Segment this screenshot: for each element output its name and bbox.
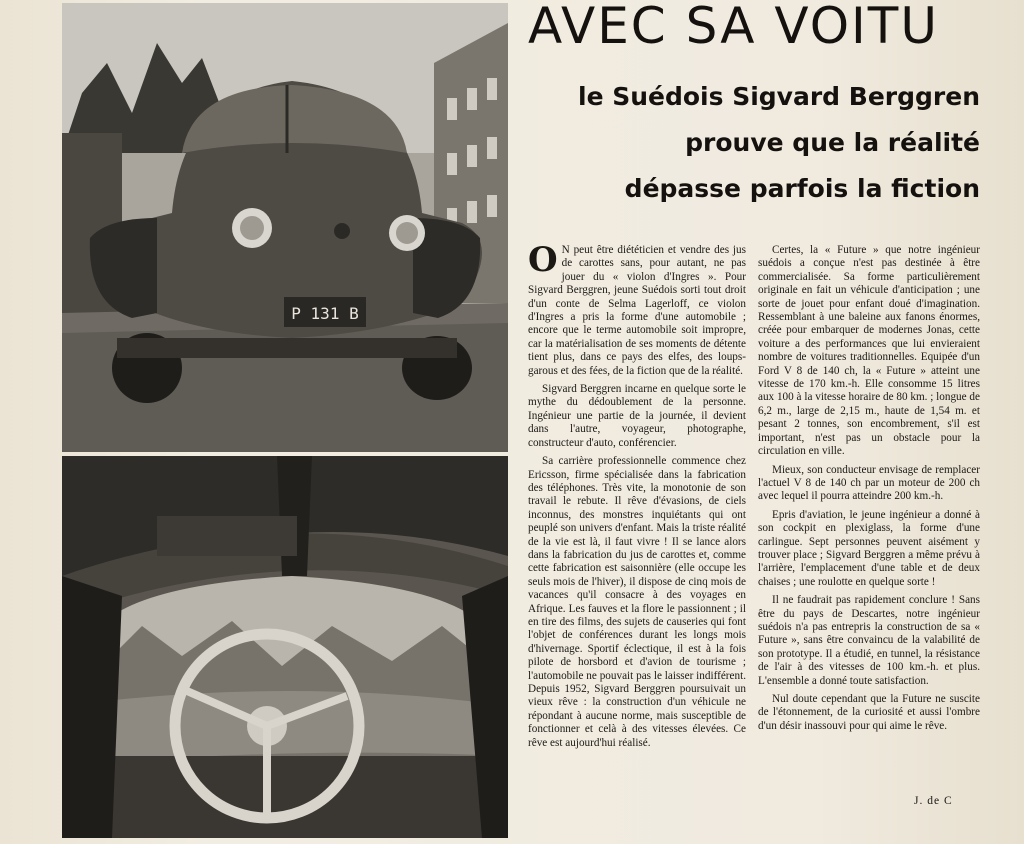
paragraph: Sigvard Berggren incarne en quelque sorte le mythe du dédoublement de la personne. Ingénieur une partie de la journée, il devient dans l'autre, voyageur, photographe, constructeur d'auto, conférencier. <box>528 383 746 449</box>
paragraph: Mieux, son conducteur envisage de remplacer l'actuel V 8 de 140 ch par un moteur de 200 ch avec lequel il pourra atteindre 200 km.-h. <box>758 463 980 503</box>
car-front-photo <box>62 3 508 452</box>
subhead-line-3: dépasse parfois la fiction <box>624 174 980 203</box>
paragraph: Certes, la « Future » que notre ingénieur suédois a conçue n'est pas destinée à être commercialisée. Sa forme particulièrement originale en fait un véhicule d'anticipation ; une sorte de jouet pour enfant doué d'imagination. Ressemblant à une baleine aux fanons énormes, créée pour embarquer de modernes Jonas, cette voiture a des performances que lui envieraient nombre de voitures traditionnelles. Equipée d'un Ford V 8 de 140 ch, la « Future » atteint une vitesse de 170 km.-h. Elle consomme 15 litres aux 100 à la vitesse horaire de 80 km. ; longue de 6,2 m., large de 2,15 m., haute de 1,54 m. et pesant 2 tonnes, son encombrement, s'il est important, n'est pas un obstacle pour la circulation en ville. <box>758 244 980 458</box>
article-column-1 <box>528 240 746 755</box>
author-signature: J. de C <box>914 795 953 807</box>
paragraph: O N peut être diététicien et vendre des jus de carottes sans, pour autant, ne pas jouer du « violon d'Ingres ». Pour Sigvard Berggren, jeune Suédois sorti tout droit d'un conte de Selma Lagerloff, ce violon d'Ingres a pris la forme d'une automobile ; encore que le terme automobile soit impropre, car la matérialisation de ses moments de détente tient plus, dans ce pays des elfes, des loups-garous et des fées, de la fiction que de la réalité. <box>528 240 746 377</box>
paragraph: Sa carrière professionnelle commence chez Ericsson, firme spécialisée dans la fabrication des téléphones. Très vite, la monotonie de son travail le rebute. Il rêve d'évasions, de ciels inconnus, des monstres inquiétants qui ont peuplé son univers d'enfant. Mais la triste réalité de la vie est là, il faut vivre ! Il se lance alors dans la fabrication du jus de carottes et, comme cette fabrication est saisonnière (elle occupe les seuls mois de l'hiver), il dispose de cinq mois de vacances qu'il consacre à des voyages en Afrique. Les fauves et la flore le passionnent ; il en tire des films, des sujets de causeries qui font l'objet de conférences durant les longs mois d'hivernage. Sportif éclectique, il est à la fois pilote de horsbord et d'avion de tourisme ; l'automobile ne pouvait pas le laisser indifférent. Depuis 1952, Sigvard Berggren poursuivait un vieux rêve : la construction d'un véhicule ne répondant à aucune norme, mais susceptible de fonctionner et celà à des vitesses élevées. Ce rêve est aujourd'hui réalisé. <box>528 455 746 749</box>
license-plate-text: P 131 B <box>291 304 359 323</box>
subhead-line-2: prouve que la réalité <box>685 128 980 157</box>
headline: AVEC SA VOITU <box>528 0 939 52</box>
paragraph: Nul doute cependant que la Future ne suscite de l'étonnement, de la curiosité et aussi l'ombre d'un désir inassouvi pour qui aime le rêve. <box>758 693 980 732</box>
car-interior-photo <box>62 456 508 838</box>
subhead-line-1: le Suédois Sigvard Berggren <box>578 82 980 111</box>
subheadline <box>520 74 980 212</box>
paragraph: Epris d'aviation, le jeune ingénieur a donné à son cockpit en plexiglass, la forme d'une carlingue. Sept personnes peuvent aisément y trouver place ; Sigvard Berggren a même prévu à l'arrière, l'emplacement d'une table et de deux chaises ; une roulotte en quelque sorte ! <box>758 508 980 588</box>
article-column-2 <box>758 244 980 738</box>
drop-cap: O <box>528 240 558 280</box>
paragraph: Il ne faudrait pas rapidement conclure ! Sans être du pays de Descartes, notre ingénieur suédois n'a pas entrepris la construction de sa « Future », sans être convaincu de la valabilité de son prototype. Il a étudié, en tunnel, la résistance de l'air à des vitesses de 100 km.-h. et plus. L'ensemble a donné toute satisfaction. <box>758 594 980 687</box>
